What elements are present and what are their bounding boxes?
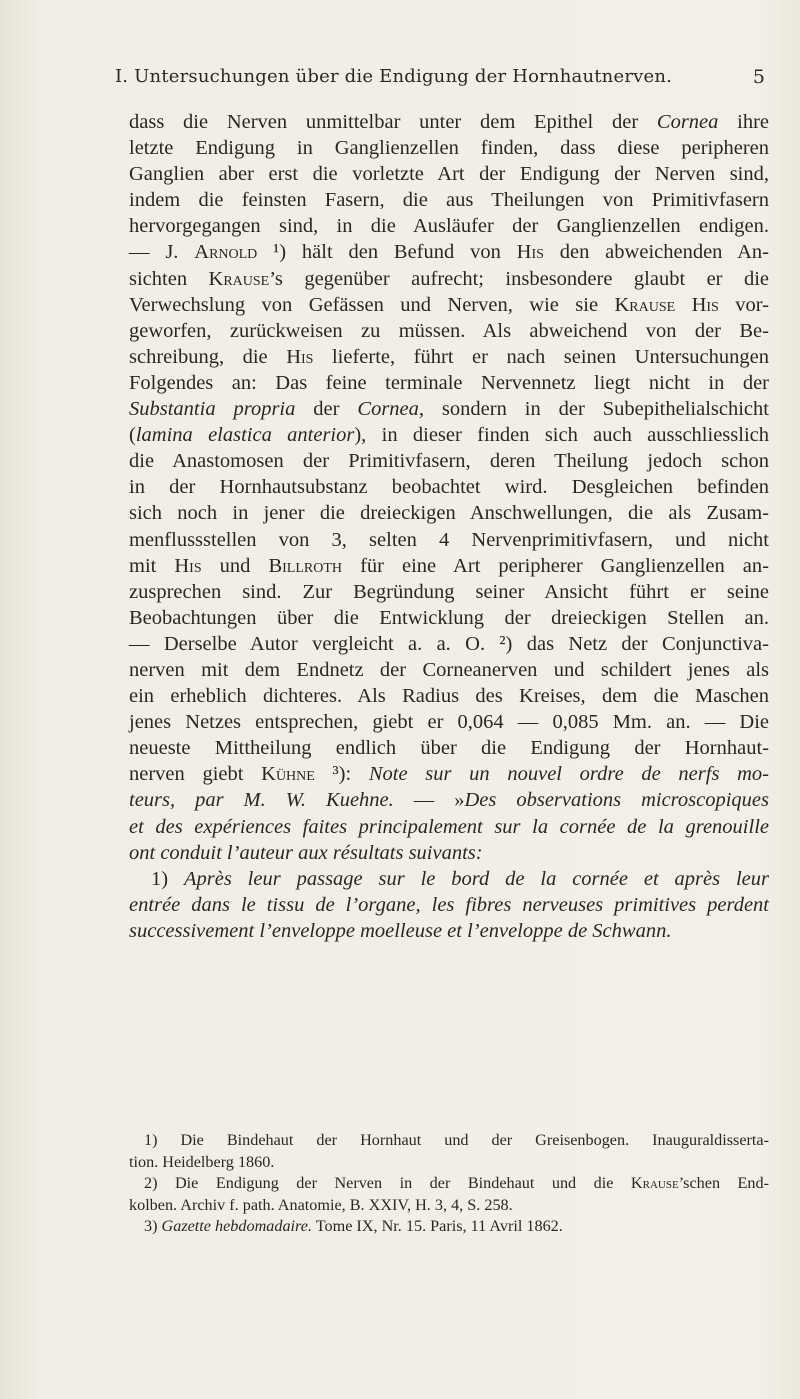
text-line: geworfen, zurückweisen zu müssen. Als abweichend von der Be-: [129, 319, 769, 342]
text-line: in der Hornhautsubstanz beobachtet wird. Desgleichen befinden: [129, 476, 769, 499]
text-line: zusprechen sind. Zur Begründung seiner Ansicht führt er seine: [129, 580, 769, 603]
text-line: hervorgegangen sind, in die Ausläufer der Ganglienzellen endigen.: [129, 215, 769, 238]
text-line: 1) Après leur passage sur le bord de la cornée et après leur: [151, 867, 770, 890]
text-line: Beobachtungen über die Entwicklung der dreieckigen Stellen an.: [129, 606, 769, 629]
text-line: teurs, par M. W. Kuehne. — »Des observations microscopiques: [129, 789, 770, 812]
footnote-line: kolben. Archiv f. path. Anatomie, B. XXIV, H. 3, 4, S. 258.: [129, 1195, 513, 1214]
running-head: [115, 66, 765, 94]
page-number: 5: [752, 66, 765, 88]
text-line: menflussstellen von 3, selten 4 Nervenprimitivfasern, und nicht: [129, 528, 769, 551]
text-line: ont conduit l’auteur aux résultats suivants:: [129, 841, 483, 864]
running-head-title: I. Untersuchungen über die Endigung der Hornhautnerven.: [115, 66, 673, 87]
text-line: — Derselbe Autor vergleicht a. a. O. ²) das Netz der Conjunctiva-: [129, 632, 769, 655]
text-line: dass die Nerven unmittelbar unter dem Epithel der Cornea ihre: [129, 111, 769, 133]
text-line: Verwechslung von Gefässen und Nerven, wie sie Krause His vor-: [129, 293, 770, 316]
footnote-line: 3) Gazette hebdomadaire. Tome IX, Nr. 15. Paris, 11 Avril 1862.: [144, 1217, 563, 1236]
text-line: indem die feinsten Fasern, die aus Theilungen von Primitivfasern: [129, 189, 769, 212]
text-line: neueste Mittheilung endlich über die Endigung der Hornhaut-: [129, 737, 769, 760]
text-line: — J. Arnold ¹) hält den Befund von His den abweichenden An-: [129, 241, 770, 264]
text-line: (lamina elastica anterior), in dieser finden sich auch ausschliesslich: [129, 424, 769, 447]
text-line: mit His und Billroth für eine Art peripherer Ganglienzellen an-: [129, 554, 769, 577]
text-line: jenes Netzes entsprechen, giebt er 0,064 — 0,085 Mm. an. — Die: [129, 711, 769, 734]
footnote-line: 1) Die Bindehaut der Hornhaut und der Greisenbogen. Inauguraldisserta-: [144, 1131, 769, 1149]
text-line: nerven mit dem Endnetz der Corneanerven und schildert jenes als: [129, 658, 769, 681]
text-line: nerven giebt Kühne ³): Note sur un nouvel ordre de nerfs mo-: [129, 763, 769, 786]
text-line: successivement l’enveloppe moelleuse et l’enveloppe de Schwann.: [129, 919, 672, 942]
text-line: ein erheblich dichteres. Als Radius des Kreises, dem die Maschen: [129, 685, 769, 708]
text-line: die Anastomosen der Primitivfasern, deren Theilung jedoch schon: [129, 450, 769, 473]
footnote-line: tion. Heidelberg 1860.: [129, 1152, 275, 1171]
text-line: entrée dans le tissu de l’organe, les fibres nerveuses primitives perdent: [129, 893, 769, 916]
text-line: Folgendes an: Das feine terminale Nervennetz liegt nicht in der: [129, 371, 769, 394]
footnote-line: 2) Die Endigung der Nerven in der Bindehaut und die Krause’schen End-: [144, 1174, 770, 1193]
body-text: [129, 109, 769, 944]
text-line: et des expériences faites principalement sur la cornée de la grenouille: [129, 815, 769, 838]
footnotes: [129, 1130, 769, 1238]
text-line: sichten Krause’s gegenüber aufrecht; insbesondere glaubt er die: [129, 267, 769, 290]
text-line: Substantia propria der Cornea, sondern in der Subepithelialschicht: [129, 398, 769, 421]
text-line: letzte Endigung in Ganglienzellen finden, dass diese peripheren: [129, 137, 769, 160]
text-line: sich noch in jener die dreieckigen Anschwellungen, die als Zusam-: [129, 502, 769, 525]
text-line: Ganglien aber erst die vorletzte Art der Endigung der Nerven sind,: [129, 163, 769, 186]
text-line: schreibung, die His lieferte, führt er nach seinen Untersuchungen: [129, 345, 769, 368]
